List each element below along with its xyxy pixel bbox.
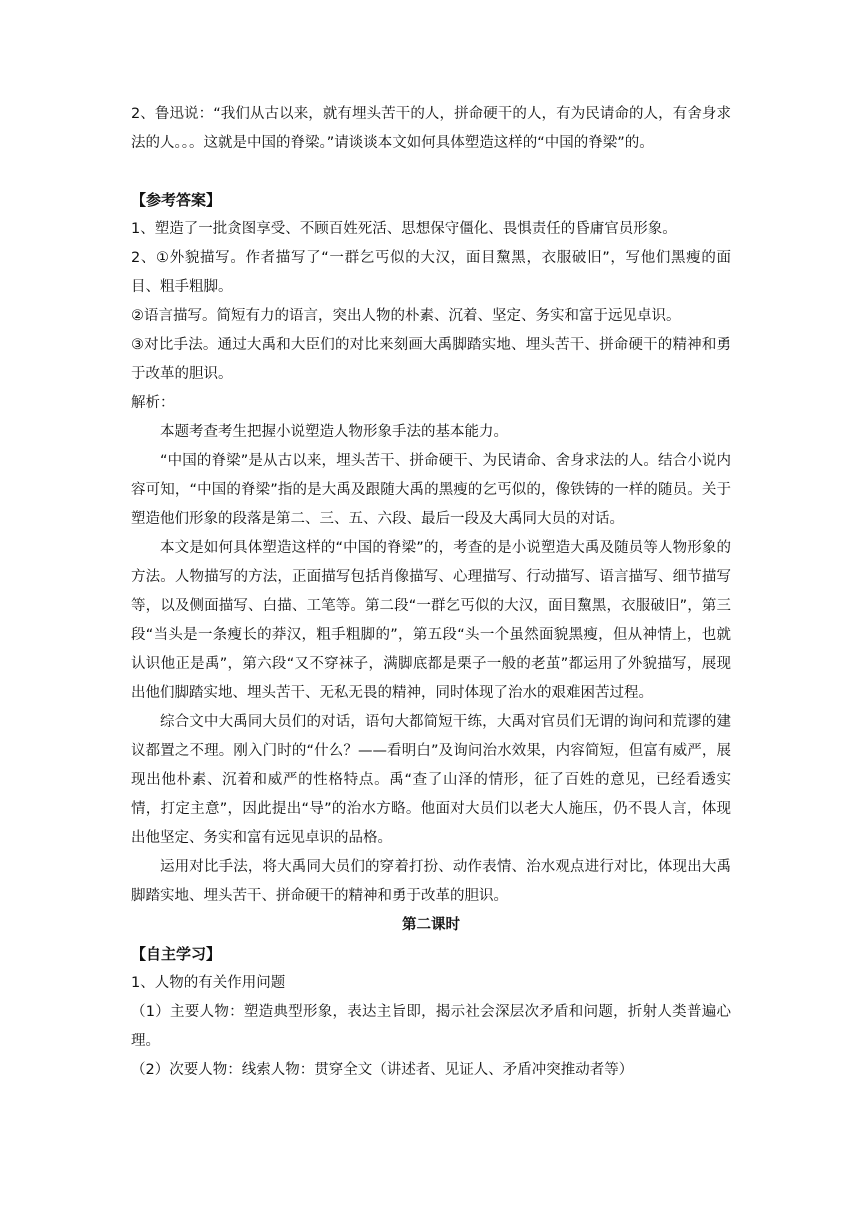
reference-answer-heading: 【参考答案】 [131, 191, 222, 209]
answer-2-part-1: 2、①外貌描写。作者描写了“一群乞丐似的大汉，面目黧黑，衣服破旧”，写他们黑瘦的面目、粗手粗脚。 [131, 250, 731, 295]
self-study-item-1: 1、人物的有关作用问题 [131, 975, 286, 991]
question-2: 2、鲁迅说：“我们从古以来，就有埋头苦干的人，拼命硬干的人，有为民请命的人，有舍身求法的人。。。这就是中国的脊梁。”请谈谈本文如何具体塑造这样的“中国的脊梁”的。 [131, 106, 731, 151]
answer-2-part-3: ③对比手法。通过大禹和大臣们的对比来刻画大禹脚踏实地、埋头苦干、拼命硬干的精神和勇于改革的胆识。 [131, 337, 731, 382]
answer-1: 1、塑造了一批贪图享受、不顾百姓死活、思想保守僵化、畏惧责任的昏庸官员形象。 [131, 221, 677, 237]
answer-2-part-2: ②语言描写。简短有力的语言，突出人物的朴素、沉着、坚定、务实和富于远见卓识。 [131, 308, 681, 324]
self-study-heading: 【自主学习】 [131, 945, 222, 963]
spacer [131, 158, 731, 186]
self-study-sub-1: （1）主要人物：塑造典型形象，表达主旨即，揭示社会深层次矛盾和问题，折射人类普遍心理。 [131, 1004, 731, 1049]
analysis-label: 解析： [131, 395, 175, 411]
analysis-paragraph-4: 综合文中大禹同大员们的对话，语句大都简短干练，大禹对官员们无谓的询问和荒谬的建议都置之不理。刚入门时的“什么？——看明白”及询问治水效果，内容简短，但富有威严，展现出他朴素、沉着和威严的性格特点。禹“查了山泽的情形，征了百姓的意见，已经看透实情，打定主意”，因此提出“导”的治水方略。他面对大员们以老大人施压，仍不畏人言，体现出他坚定、务实和富有远见卓识的品格。 [131, 714, 731, 846]
analysis-paragraph-3: 本文是如何具体塑造这样的“中国的脊梁”的，考查的是小说塑造大禹及随员等人物形象的方法。人物描写的方法，正面描写包括肖像描写、心理描写、行动描写、语言描写、细节描写等，以及侧面描写、白描、工笔等。第二段“一群乞丐似的大汉，面目黧黑，衣服破旧”，第三段“当头是一条瘦长的莽汉，粗手粗脚的”，第五段“头一个虽然面貌黑瘦，但从神情上，也就认识他正是禹”，第六段“又不穿袜子，满脚底都是栗子一般的老茧”都运用了外貌描写，展现出他们脚踏实地、埋头苦干、无私无畏的精神，同时体现了治水的艰难困苦过程。 [131, 540, 731, 701]
lesson-2-title: 第二课时 [402, 917, 460, 933]
document-page [131, 100, 731, 1085]
self-study-sub-2: （2）次要人物：线索人物：贯穿全文（讲述者、见证人、矛盾冲突推动者等） [131, 1062, 634, 1078]
analysis-paragraph-1: 本题考查考生把握小说塑造人物形象手法的基本能力。 [160, 424, 508, 440]
analysis-paragraph-5: 运用对比手法，将大禹同大员们的穿着打扮、动作表情、治水观点进行对比，体现出大禹脚踏实地、埋头苦干、拼命硬干的精神和勇于改革的胆识。 [131, 859, 731, 904]
analysis-paragraph-2: “中国的脊梁”是从古以来，埋头苦干、拼命硬干、为民请命、舍身求法的人。结合小说内容可知，“中国的脊梁”指的是大禹及跟随大禹的黑瘦的乞丐似的，像铁铸的一样的随员。关于塑造他们形象的段落是第二、三、五、六段、最后一段及大禹同大员的对话。 [131, 453, 731, 527]
